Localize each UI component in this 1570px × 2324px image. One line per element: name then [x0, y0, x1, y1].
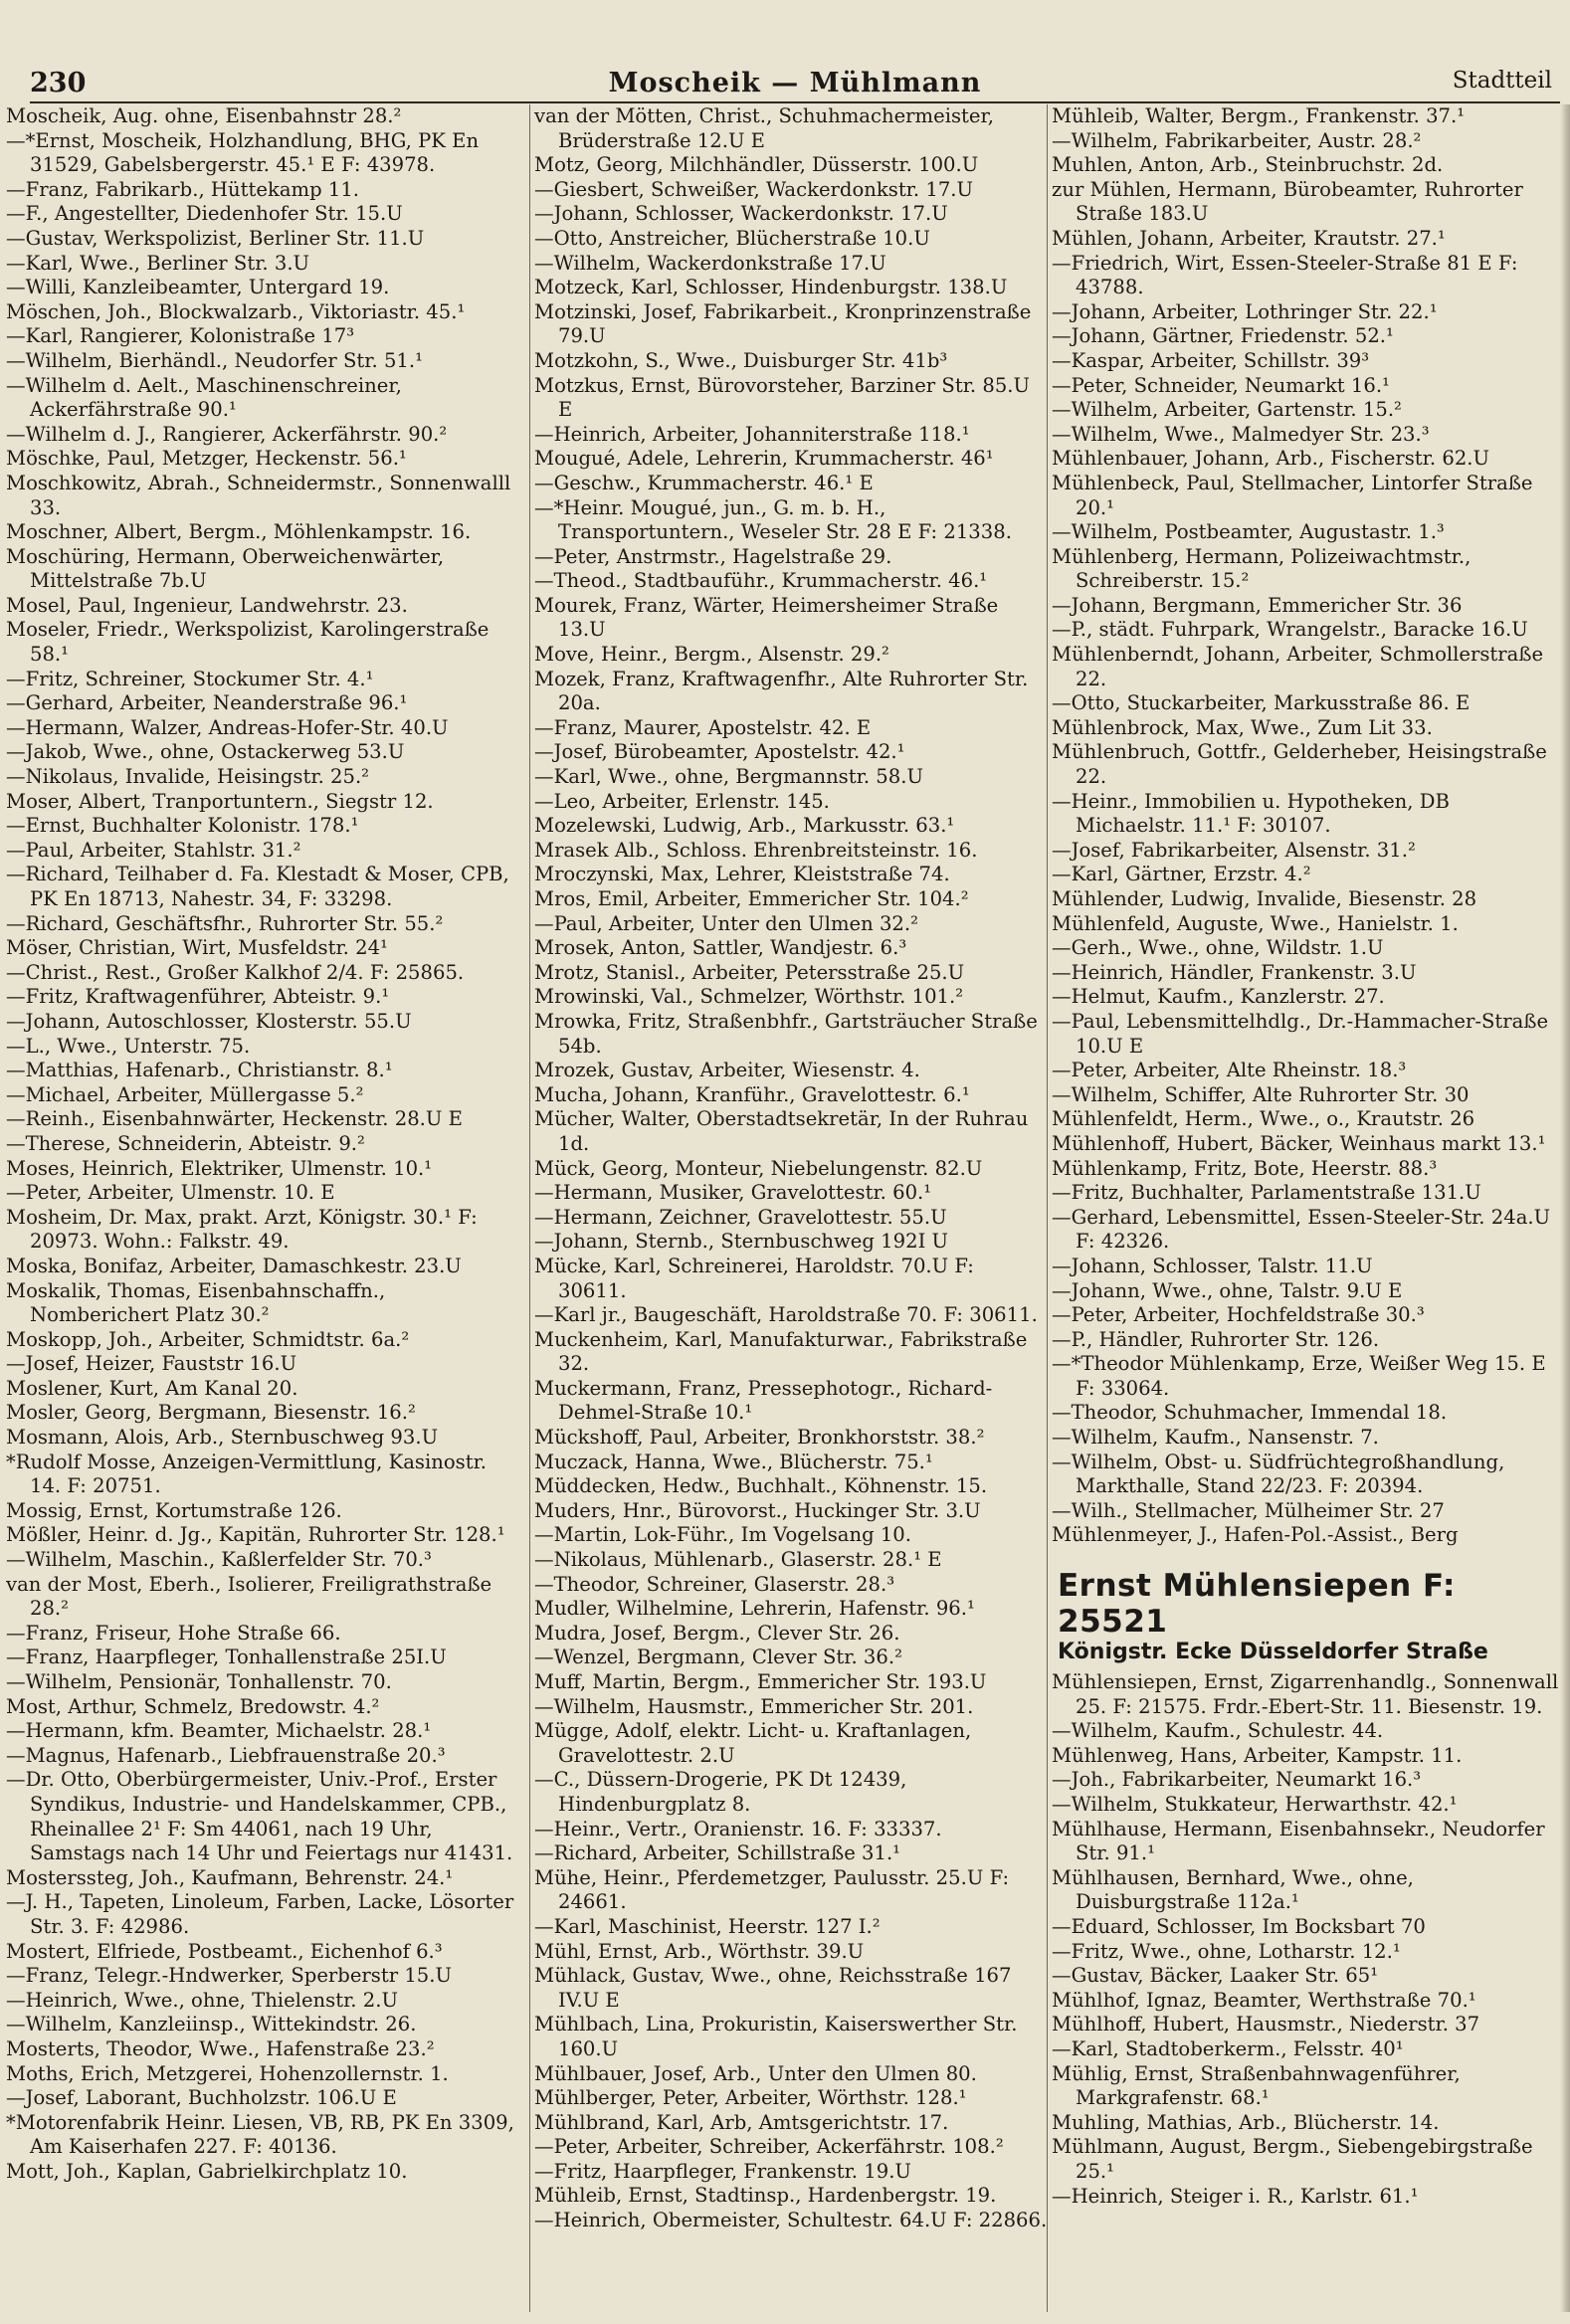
directory-entry: —Hermann, Musiker, Gravelottestr. 60.¹: [534, 1181, 932, 1205]
ad-line-2: Königstr. Ecke Düsseldorfer Straße: [1058, 1640, 1488, 1665]
directory-entry: Moser, Albert, Tranportuntern., Siegstr 12.: [6, 789, 434, 813]
directory-entry: —Hermann, Walzer, Andreas-Hofer-Str. 40.U: [6, 715, 449, 739]
directory-entry: —Gerh., Wwe., ohne, Wildstr. 1.U: [1052, 936, 1384, 960]
directory-entry: —Wilhelm, Arbeiter, Gartenstr. 15.²: [1052, 398, 1402, 422]
directory-entry: —Wilhelm d. Aelt., Maschinenschreiner, Ackerfährstraße 90.¹: [6, 373, 402, 422]
directory-entry: Mückshoff, Paul, Arbeiter, Bronkhorststr. 38.²: [534, 1426, 985, 1450]
directory-entry: —Heinr., Vertr., Oranienstr. 16. F: 33337.: [534, 1817, 942, 1840]
directory-entry: —Magnus, Hafenarb., Liebfrauenstraße 20.³: [6, 1743, 446, 1767]
directory-entry: —Wilhelm, Fabrikarbeiter, Austr. 28.²: [1052, 128, 1422, 152]
directory-entry: van der Mötten, Christ., Schuhmachermeister, Brüderstraße 12.U E: [534, 104, 994, 152]
directory-entry: Motz, Georg, Milchhändler, Düsserstr. 100.U: [534, 153, 979, 177]
directory-entry: —Wilhelm, Postbeamter, Augustastr. 1.³: [1052, 520, 1445, 544]
directory-entry: Mroczynski, Max, Lehrer, Kleiststraße 74.: [534, 863, 950, 886]
directory-entry: Moseler, Friedr., Werkspolizist, Karolingerstraße 58.¹: [6, 618, 490, 667]
directory-entry: Moscheik, Aug. ohne, Eisenbahnstr 28.²: [6, 104, 402, 127]
directory-entry: —Wilhelm, Obst- u. Südfrüchtegroßhandlung, Markthalle, Stand 22/23. F: 20394.: [1052, 1450, 1505, 1498]
directory-entry: —Heinrich, Wwe., ohne, Thielenstr. 2.U: [6, 1988, 398, 2012]
directory-entry: —Franz, Friseur, Hohe Straße 66.: [6, 1621, 341, 1645]
directory-entry: —Peter, Arbeiter, Hochfeldstraße 30.³: [1052, 1303, 1425, 1327]
directory-entry: —Michael, Arbeiter, Müllergasse 5.²: [6, 1082, 364, 1106]
directory-entry: Mühlenbrock, Max, Wwe., Zum Lit 33.: [1052, 715, 1433, 739]
directory-entry: —Theod., Stadtbauführ., Krummacherstr. 46.¹: [534, 569, 988, 593]
directory-entry: —Heinrich, Obermeister, Schultestr. 64.U F: 22866.: [534, 2209, 1048, 2232]
directory-entry: Mrozek, Gustav, Arbeiter, Wiesenstr. 4.: [534, 1059, 920, 1082]
directory-entry: Mücher, Walter, Oberstadtsekretär, In der Ruhrau 1d.: [534, 1107, 1029, 1155]
directory-entry: —Johann, Schlosser, Wackerdonkstr. 17.U: [534, 202, 948, 226]
directory-entry: —Ernst, Buchhalter Kolonistr. 178.¹: [6, 814, 359, 838]
directory-entry: Mrowinski, Val., Schmelzer, Wörthstr. 101.²: [534, 985, 964, 1009]
directory-entry: —Johann, Gärtner, Friedenstr. 52.¹: [1052, 324, 1394, 348]
directory-entry: Mühlenmeyer, J., Hafen-Pol.-Assist., Berg: [1052, 1523, 1459, 1547]
directory-entry: Motzkohn, S., Wwe., Duisburger Str. 41b³: [534, 348, 948, 372]
directory-entry: —Richard, Arbeiter, Schillstraße 31.¹: [534, 1841, 901, 1865]
directory-entry: Mühlack, Gustav, Wwe., ohne, Reichsstraße 167 IV.U E: [534, 1964, 1012, 2012]
directory-entry: Mücke, Karl, Schreinerei, Haroldstr. 70.U F: 30611.: [534, 1254, 974, 1302]
directory-entry: Mühlmann, August, Bergm., Siebengebirgstraße 25.¹: [1052, 2135, 1533, 2183]
directory-entry: —Giesbert, Schweißer, Wackerdonkstr. 17.U: [534, 177, 974, 201]
directory-entry: —Franz, Fabrikarb., Hüttekamp 11.: [6, 177, 360, 201]
directory-entry: —Richard, Geschäftsfhr., Ruhrorter Str. 55.²: [6, 911, 444, 935]
directory-entry: Motzkus, Ernst, Bürovorsteher, Barziner Str. 85.U E: [534, 373, 1031, 422]
directory-entry: Mossig, Ernst, Kortumstraße 126.: [6, 1498, 342, 1522]
directory-entry: Mühe, Heinr., Pferdemetzger, Paulusstr. 25.U F: 24661.: [534, 1865, 1010, 1914]
directory-entry: Mühlenbruch, Gottfr., Gelderheber, Heisingstraße 22.: [1052, 740, 1547, 789]
directory-entry: —Wilh., Stellmacher, Mülheimer Str. 27: [1052, 1498, 1445, 1522]
directory-entry: Mühlenhoff, Hubert, Bäcker, Weinhaus markt 13.¹: [1052, 1131, 1546, 1155]
directory-entry: —Leo, Arbeiter, Erlenstr. 145.: [534, 789, 830, 813]
directory-entry: —Josef, Laborant, Buchholzstr. 106.U E: [6, 2086, 397, 2110]
directory-entry: —L., Wwe., Unterstr. 75.: [6, 1034, 251, 1058]
directory-entry: Moskalik, Thomas, Eisenbahnschaffn., Nomberichert Platz 30.²: [6, 1278, 386, 1327]
directory-entry: Mühleib, Ernst, Stadtinsp., Hardenbergstr. 19.: [534, 2184, 997, 2208]
directory-entry: —P., städt. Fuhrpark, Wrangelstr., Baracke 16.U: [1052, 618, 1528, 642]
directory-entry: Mühleib, Walter, Bergm., Frankenstr. 37.¹: [1052, 104, 1466, 127]
directory-entry: Mück, Georg, Monteur, Niebelungenstr. 82.U: [534, 1156, 983, 1180]
directory-entry: —Wilhelm, Bierhändl., Neudorfer Str. 51.¹: [6, 348, 423, 372]
directory-entry: Mosel, Paul, Ingenieur, Landwehrstr. 23.: [6, 593, 408, 617]
directory-entry: Muckermann, Franz, Pressephotogr., Richard-Dehmel-Straße 10.¹: [534, 1376, 993, 1425]
directory-entry: Mühlhof, Ignaz, Beamter, Werthstraße 70.¹: [1052, 1988, 1476, 2012]
directory-entry: Moskopp, Joh., Arbeiter, Schmidtstr. 6a.²: [6, 1327, 410, 1351]
directory-entry: —Richard, Teilhaber d. Fa. Klestadt & Moser, CPB, PK En 18713, Nahestr. 34, F: 33298.: [6, 863, 509, 910]
directory-entry: Mühlenfeld, Auguste, Wwe., Hanielstr. 1.: [1052, 911, 1459, 935]
directory-entry: —Eduard, Schlosser, Im Bocksbart 70: [1052, 1914, 1426, 1938]
directory-entry: Muders, Hnr., Bürovorst., Huckinger Str. 3.U: [534, 1498, 981, 1522]
directory-entry: Mudler, Wilhelmine, Lehrerin, Hafenstr. 96.¹: [534, 1597, 975, 1621]
directory-entry: —Fritz, Kraftwagenführer, Abteistr. 9.¹: [6, 985, 390, 1009]
directory-entry: —Paul, Lebensmittelhdlg., Dr.-Hammacher-Straße 10.U E: [1052, 1009, 1549, 1058]
directory-entry: —Peter, Anstrmstr., Hagelstraße 29.: [534, 544, 892, 568]
directory-entry: Mourek, Franz, Wärter, Heimersheimer Straße 13.U: [534, 593, 999, 642]
directory-entry: *Rudolf Mosse, Anzeigen-Vermittlung, Kasinostr. 14. F: 20751.: [6, 1450, 488, 1498]
directory-entry: Möschen, Joh., Blockwalzarb., Viktoriastr. 45.¹: [6, 299, 466, 323]
directory-entry: —Gustav, Bäcker, Laaker Str. 65¹: [1052, 1964, 1379, 1988]
directory-entry: Mosterssteg, Joh., Kaufmann, Behrenstr. 24.¹: [6, 1865, 454, 1889]
directory-entry: Mühlhause, Hermann, Eisenbahnsekr., Neudorfer Str. 91.¹: [1052, 1817, 1545, 1865]
directory-entry: Mosterts, Theodor, Wwe., Hafenstraße 23.²: [6, 2036, 435, 2060]
directory-entry: —Wenzel, Bergmann, Clever Str. 36.²: [534, 1646, 902, 1669]
directory-entry: —Wilhelm, Wwe., Malmedyer Str. 23.³: [1052, 422, 1430, 446]
directory-entry: Move, Heinr., Bergm., Alsenstr. 29.²: [534, 643, 889, 667]
directory-entry: —Gustav, Werkspolizist, Berliner Str. 11.U: [6, 226, 425, 250]
directory-entry: Mrasek Alb., Schloss. Ehrenbreitsteinstr. 16.: [534, 838, 978, 862]
directory-entry: —Wilhelm d. J., Rangierer, Ackerfährstr. 90.²: [6, 422, 448, 446]
directory-entry: —Nikolaus, Invalide, Heisingstr. 25.²: [6, 765, 370, 789]
advertisement: [1052, 1568, 1565, 1664]
directory-entry: Moses, Heinrich, Elektriker, Ulmenstr. 10.¹: [6, 1156, 433, 1180]
directory-entry: —Paul, Arbeiter, Unter den Ulmen 32.²: [534, 911, 918, 935]
directory-entry: Mucha, Johann, Kranführ., Gravelottestr. 6.¹: [534, 1082, 970, 1106]
directory-entry: —Reinh., Eisenbahnwärter, Heckenstr. 28.U E: [6, 1107, 463, 1131]
directory-entry: —Jakob, Wwe., ohne, Ostackerweg 53.U: [6, 740, 405, 764]
directory-entry: Muckenheim, Karl, Manufakturwar., Fabrikstraße 32.: [534, 1327, 1028, 1376]
column-1: [6, 104, 523, 2312]
directory-entry: Mühlen, Johann, Arbeiter, Krautstr. 27.¹: [1052, 226, 1446, 250]
directory-entry: —Johann, Arbeiter, Lothringer Str. 22.¹: [1052, 299, 1438, 323]
directory-entry: Mühlbauer, Josef, Arb., Unter den Ulmen 80.: [534, 2061, 977, 2085]
directory-entry: —F., Angestellter, Diedenhofer Str. 15.U: [6, 202, 403, 226]
directory-entry: Mosler, Georg, Bergmann, Biesenstr. 16.²: [6, 1401, 416, 1425]
directory-entry: Mügge, Adolf, elektr. Licht- u. Kraftanlagen, Gravelottestr. 2.U: [534, 1719, 972, 1767]
directory-entry: —Kaspar, Arbeiter, Schillstr. 39³: [1052, 348, 1370, 372]
directory-entry: Mühlenkamp, Fritz, Bote, Heerstr. 88.³: [1052, 1156, 1438, 1180]
directory-entry: —Christ., Rest., Großer Kalkhof 2/4. F: 25865.: [6, 960, 465, 984]
page-number: 230: [30, 68, 87, 98]
directory-entry: —Fritz, Haarpfleger, Frankenstr. 19.U: [534, 2159, 911, 2183]
directory-entry: —Otto, Stuckarbeiter, Markusstraße 86. E: [1052, 691, 1471, 715]
directory-entry: —Wilhelm, Kaufm., Nansenstr. 7.: [1052, 1426, 1379, 1450]
directory-entry: —Johann, Wwe., ohne, Talstr. 9.U E: [1052, 1278, 1403, 1302]
directory-entry: Moschkowitz, Abrah., Schneidermstr., Sonnenwalll 33.: [6, 471, 511, 519]
directory-entry: —Heinr., Immobilien u. Hypotheken, DB Michaelstr. 11.¹ F: 30107.: [1052, 789, 1450, 838]
directory-entry: —Wilhelm, Maschin., Kaßlerfelder Str. 70.³: [6, 1548, 432, 1572]
directory-entry: Mosmann, Alois, Arb., Sternbuschweg 93.U: [6, 1426, 439, 1450]
directory-entry: —Otto, Anstreicher, Blücherstraße 10.U: [534, 226, 930, 250]
column-2: [529, 104, 1048, 2312]
directory-entry: Moska, Bonifaz, Arbeiter, Damaschkestr. 23.U: [6, 1254, 462, 1277]
directory-entry: —Nikolaus, Mühlenarb., Glaserstr. 28.¹ E: [534, 1548, 942, 1572]
directory-entry: —Karl jr., Baugeschäft, Haroldstraße 70. F: 30611.: [534, 1303, 1038, 1327]
directory-entry: Muczack, Hanna, Wwe., Blücherstr. 75.¹: [534, 1450, 933, 1473]
directory-entry: Mühl, Ernst, Arb., Wörthstr. 39.U: [534, 1939, 865, 1963]
directory-entry: Moschner, Albert, Bergm., Möhlenkampstr. 16.: [6, 520, 472, 544]
directory-entry: Muhlen, Anton, Arb., Steinbruchstr. 2d.: [1052, 153, 1444, 177]
directory-entry: —Fritz, Wwe., ohne, Lotharstr. 12.¹: [1052, 1939, 1401, 1963]
directory-entry: —Fritz, Buchhalter, Parlamentstraße 131.U: [1052, 1181, 1481, 1205]
directory-entry: —Karl, Rangierer, Kolonistraße 17³: [6, 324, 355, 348]
directory-entry: Mudra, Josef, Bergm., Clever Str. 26.: [534, 1621, 900, 1645]
directory-entry: *Motorenfabrik Heinr. Liesen, VB, RB, PK En 3309, Am Kaiserhafen 227. F: 40136.: [6, 2110, 514, 2159]
directory-entry: —Heinrich, Händler, Frankenstr. 3.U: [1052, 960, 1417, 984]
directory-entry: —Helmut, Kaufm., Kanzlerstr. 27.: [1052, 985, 1385, 1009]
directory-entry: Mrotz, Stanisl., Arbeiter, Petersstraße 25.U: [534, 960, 965, 984]
directory-entry: Mott, Joh., Kaplan, Gabrielkirchplatz 10.: [6, 2159, 408, 2183]
directory-entry: Moschüring, Hermann, Oberweichenwärter, Mittelstraße 7b.U: [6, 544, 445, 593]
directory-entry: —Theodor, Schreiner, Glaserstr. 28.³: [534, 1572, 895, 1596]
directory-entry: —Wilhelm, Stukkateur, Herwarthstr. 42.¹: [1052, 1793, 1458, 1816]
directory-entry: —Franz, Telegr.-Hndwerker, Sperberstr 15.U: [6, 1964, 452, 1988]
directory-entry: —Johann, Sternb., Sternbuschweg 192I U: [534, 1230, 949, 1254]
directory-entry: —*Ernst, Moscheik, Holzhandlung, BHG, PK En 31529, Gabelsbergerstr. 45.¹ E F: 43978.: [6, 128, 480, 177]
directory-entry: —Johann, Autoschlosser, Klosterstr. 55.U: [6, 1009, 412, 1033]
directory-entry: —Wilhelm, Pensionär, Tonhallenstr. 70.: [6, 1670, 392, 1693]
directory-entry: —Josef, Bürobeamter, Apostelstr. 42.¹: [534, 740, 905, 764]
directory-entry: Mühlenweg, Hans, Arbeiter, Kampstr. 11.: [1052, 1743, 1463, 1767]
directory-entry: —Joh., Fabrikarbeiter, Neumarkt 16.³: [1052, 1768, 1422, 1792]
page-edge-shadow: [1560, 104, 1570, 2312]
directory-entry: Mozelewski, Ludwig, Arb., Markusstr. 63.¹: [534, 814, 955, 838]
directory-entry: Moths, Erich, Metzgerei, Hohenzollernstr. 1.: [6, 2061, 449, 2085]
name-range: Moscheik — Mühlmann: [608, 68, 982, 98]
directory-entry: —Dr. Otto, Oberbürgermeister, Univ.-Prof., Erster Syndikus, Industrie- und Handelskammer, CPB., Rheinallee 2¹ F: Sm 44061, nach 19 Uhr, Samstags nach 14 Uhr und Feiertags nur 41431.: [6, 1768, 513, 1865]
directory-entry: —Peter, Arbeiter, Ulmenstr. 10. E: [6, 1181, 335, 1205]
directory-entry: —Wilhelm, Hausmstr., Emmericher Str. 201.: [534, 1694, 974, 1718]
directory-entry: —Heinrich, Arbeiter, Johanniterstraße 118.¹: [534, 422, 970, 446]
directory-entry: Möschke, Paul, Metzger, Heckenstr. 56.¹: [6, 447, 407, 471]
directory-entry: —Hermann, Zeichner, Gravelottestr. 55.U: [534, 1205, 947, 1229]
directory-entry: —Karl, Gärtner, Erzstr. 4.²: [1052, 863, 1311, 886]
directory-entry: Mühlenbauer, Johann, Arb., Fischerstr. 62.U: [1052, 447, 1490, 471]
directory-entry: —Geschw., Krummacherstr. 46.¹ E: [534, 471, 874, 494]
directory-entry: —Peter, Arbeiter, Alte Rheinstr. 18.³: [1052, 1059, 1407, 1082]
directory-entry: —Peter, Arbeiter, Schreiber, Ackerfährstr. 108.²: [534, 2135, 1004, 2159]
directory-entry: —Theodor, Schuhmacher, Immendal 18.: [1052, 1401, 1448, 1425]
directory-entry: —Johann, Bergmann, Emmericher Str. 36: [1052, 593, 1463, 617]
district-label: Stadtteil: [1452, 68, 1552, 94]
directory-entry: —Heinrich, Steiger i. R., Karlstr. 61.¹: [1052, 2184, 1419, 2208]
directory-entry: Mühlbrand, Karl, Arb, Amtsgerichtstr. 17.: [534, 2110, 949, 2134]
directory-entry: Mozek, Franz, Kraftwagenfhr., Alte Ruhrorter Str. 20a.: [534, 667, 1029, 715]
directory-entry: —Franz, Maurer, Apostelstr. 42. E: [534, 715, 872, 739]
directory-entry: —Wilhelm, Kanzleiinsp., Wittekindstr. 26.: [6, 2013, 417, 2036]
directory-entry: Mostert, Elfriede, Postbeamt., Eichenhof 6.³: [6, 1939, 443, 1963]
directory-entry: —Paul, Arbeiter, Stahlstr. 31.²: [6, 838, 301, 862]
directory-entry: Mühlberger, Peter, Arbeiter, Wörthstr. 128.¹: [534, 2086, 967, 2110]
ad-line-1: Ernst Mühlensiepen F: 25521: [1058, 1568, 1456, 1641]
column-3: [1047, 104, 1565, 2312]
directory-entry: Müddecken, Hedw., Buchhalt., Köhnenstr. 15.: [534, 1474, 988, 1498]
directory-entry: —Hermann, kfm. Beamter, Michaelstr. 28.¹: [6, 1719, 432, 1743]
directory-entry: —Fritz, Schreiner, Stockumer Str. 4.¹: [6, 667, 374, 690]
directory-entry: —*Heinr. Mougué, jun., G. m. b. H., Transportuntern., Weseler Str. 28 E F: 21338.: [534, 495, 1012, 544]
directory-entry: Mros, Emil, Arbeiter, Emmericher Str. 104.²: [534, 887, 969, 910]
directory-entry: —Josef, Fabrikarbeiter, Alsenstr. 31.²: [1052, 838, 1416, 862]
directory-entry: —Gerhard, Lebensmittel, Essen-Steeler-Str. 24a.U F: 42326.: [1052, 1205, 1551, 1254]
directory-entry: —Willi, Kanzleibeamter, Untergard 19.: [6, 276, 390, 299]
directory-entry: Mosheim, Dr. Max, prakt. Arzt, Königstr. 30.¹ F: 20973. Wohn.: Falkstr. 49.: [6, 1205, 478, 1254]
directory-entry: —C., Düssern-Drogerie, PK Dt 12439, Hindenburgplatz 8.: [534, 1768, 907, 1816]
directory-entry: —Therese, Schneiderin, Abteistr. 9.²: [6, 1131, 365, 1155]
directory-entry: Mühlenfeldt, Herm., Wwe., o., Krautstr. 26: [1052, 1107, 1475, 1131]
page-header: [30, 68, 1560, 103]
directory-entry: Möser, Christian, Wirt, Musfeldstr. 24¹: [6, 936, 388, 960]
directory-entry: —Martin, Lok-Führ., Im Vogelsang 10.: [534, 1523, 911, 1547]
directory-entry: —P., Händler, Ruhrorter Str. 126.: [1052, 1327, 1380, 1351]
directory-entry: Mößler, Heinr. d. Jg., Kapitän, Ruhrorter Str. 128.¹: [6, 1523, 505, 1547]
directory-entry: —Karl, Wwe., Berliner Str. 3.U: [6, 251, 310, 275]
directory-entry: Mühlig, Ernst, Straßenbahnwagenführer, Markgrafenstr. 68.¹: [1052, 2061, 1461, 2110]
directory-entry: —*Theodor Mühlenkamp, Erze, Weißer Weg 15. E F: 33064.: [1052, 1352, 1546, 1400]
directory-entry: —Karl, Wwe., ohne, Bergmannstr. 58.U: [534, 765, 923, 789]
directory-entry: —Friedrich, Wirt, Essen-Steeler-Straße 81 E F: 43788.: [1052, 251, 1518, 299]
directory-entry: —Wilhelm, Schiffer, Alte Ruhrorter Str. 30: [1052, 1082, 1470, 1106]
directory-entry: Most, Arthur, Schmelz, Bredowstr. 4.²: [6, 1694, 380, 1718]
directory-entry: —J. H., Tapeten, Linoleum, Farben, Lacke, Lösorter Str. 3. F: 42986.: [6, 1890, 514, 1938]
directory-entry: Mühlenberndt, Johann, Arbeiter, Schmollerstraße 22.: [1052, 643, 1544, 690]
directory-entry: Mühlenberg, Hermann, Polizeiwachtmstr., Schreiberstr. 15.²: [1052, 544, 1472, 593]
directory-entry: Mühlensiepen, Ernst, Zigarrenhandlg., Sonnenwall 25. F: 21575. Frdr.-Ebert-Str. 11. Biesenstr. 19.: [1052, 1670, 1559, 1718]
directory-entry: Mühlenbeck, Paul, Stellmacher, Lintorfer Straße 20.¹: [1052, 471, 1533, 519]
directory-entry: Motzeck, Karl, Schlosser, Hindenburgstr. 138.U: [534, 276, 1008, 299]
directory-entry: Moslener, Kurt, Am Kanal 20.: [6, 1376, 298, 1400]
directory-entry: Mühlhoff, Hubert, Hausmstr., Niederstr. 37: [1052, 2013, 1480, 2036]
directory-entry: Muhling, Mathias, Arb., Blücherstr. 14.: [1052, 2110, 1440, 2134]
directory-entry: Mühlbach, Lina, Prokuristin, Kaiserswerther Str. 160.U: [534, 2013, 1018, 2060]
directory-entry: Mühlender, Ludwig, Invalide, Biesenstr. 28: [1052, 887, 1477, 910]
directory-entry: —Franz, Haarpfleger, Tonhallenstraße 25I.U: [6, 1646, 447, 1669]
directory-entry: —Gerhard, Arbeiter, Neanderstraße 96.¹: [6, 691, 408, 715]
directory-entry: Motzinski, Josef, Fabrikarbeit., Kronprinzenstraße 79.U: [534, 299, 1032, 348]
directory-entry: —Josef, Heizer, Fauststr 16.U: [6, 1352, 297, 1376]
directory-entry: —Matthias, Hafenarb., Christianstr. 8.¹: [6, 1059, 393, 1082]
directory-entry: Mrosek, Anton, Sattler, Wandjestr. 6.³: [534, 936, 907, 960]
directory-entry: Muff, Martin, Bergm., Emmericher Str. 193.U: [534, 1670, 987, 1693]
directory-entry: —Wilhelm, Wackerdonkstraße 17.U: [534, 251, 886, 275]
directory-entry: —Peter, Schneider, Neumarkt 16.¹: [1052, 373, 1390, 397]
directory-entry: —Karl, Stadtoberkerm., Felsstr. 40¹: [1052, 2036, 1404, 2060]
directory-entry: Mühlhausen, Bernhard, Wwe., ohne, Duisburgstraße 112a.¹: [1052, 1865, 1414, 1914]
directory-entry: —Wilhelm, Kaufm., Schulestr. 44.: [1052, 1719, 1384, 1743]
directory-entry: Mrowka, Fritz, Straßenbhfr., Gartsträucher Straße 54b.: [534, 1009, 1038, 1058]
directory-entry: —Karl, Maschinist, Heerstr. 127 I.²: [534, 1914, 881, 1938]
directory-entry: —Johann, Schlosser, Talstr. 11.U: [1052, 1254, 1373, 1277]
directory-entry: zur Mühlen, Hermann, Bürobeamter, Ruhrorter Straße 183.U: [1052, 177, 1523, 226]
directory-entry: Mougué, Adele, Lehrerin, Krummacherstr. 46¹: [534, 447, 994, 471]
directory-entry: van der Most, Eberh., Isolierer, Freiligrathstraße 28.²: [6, 1572, 492, 1621]
